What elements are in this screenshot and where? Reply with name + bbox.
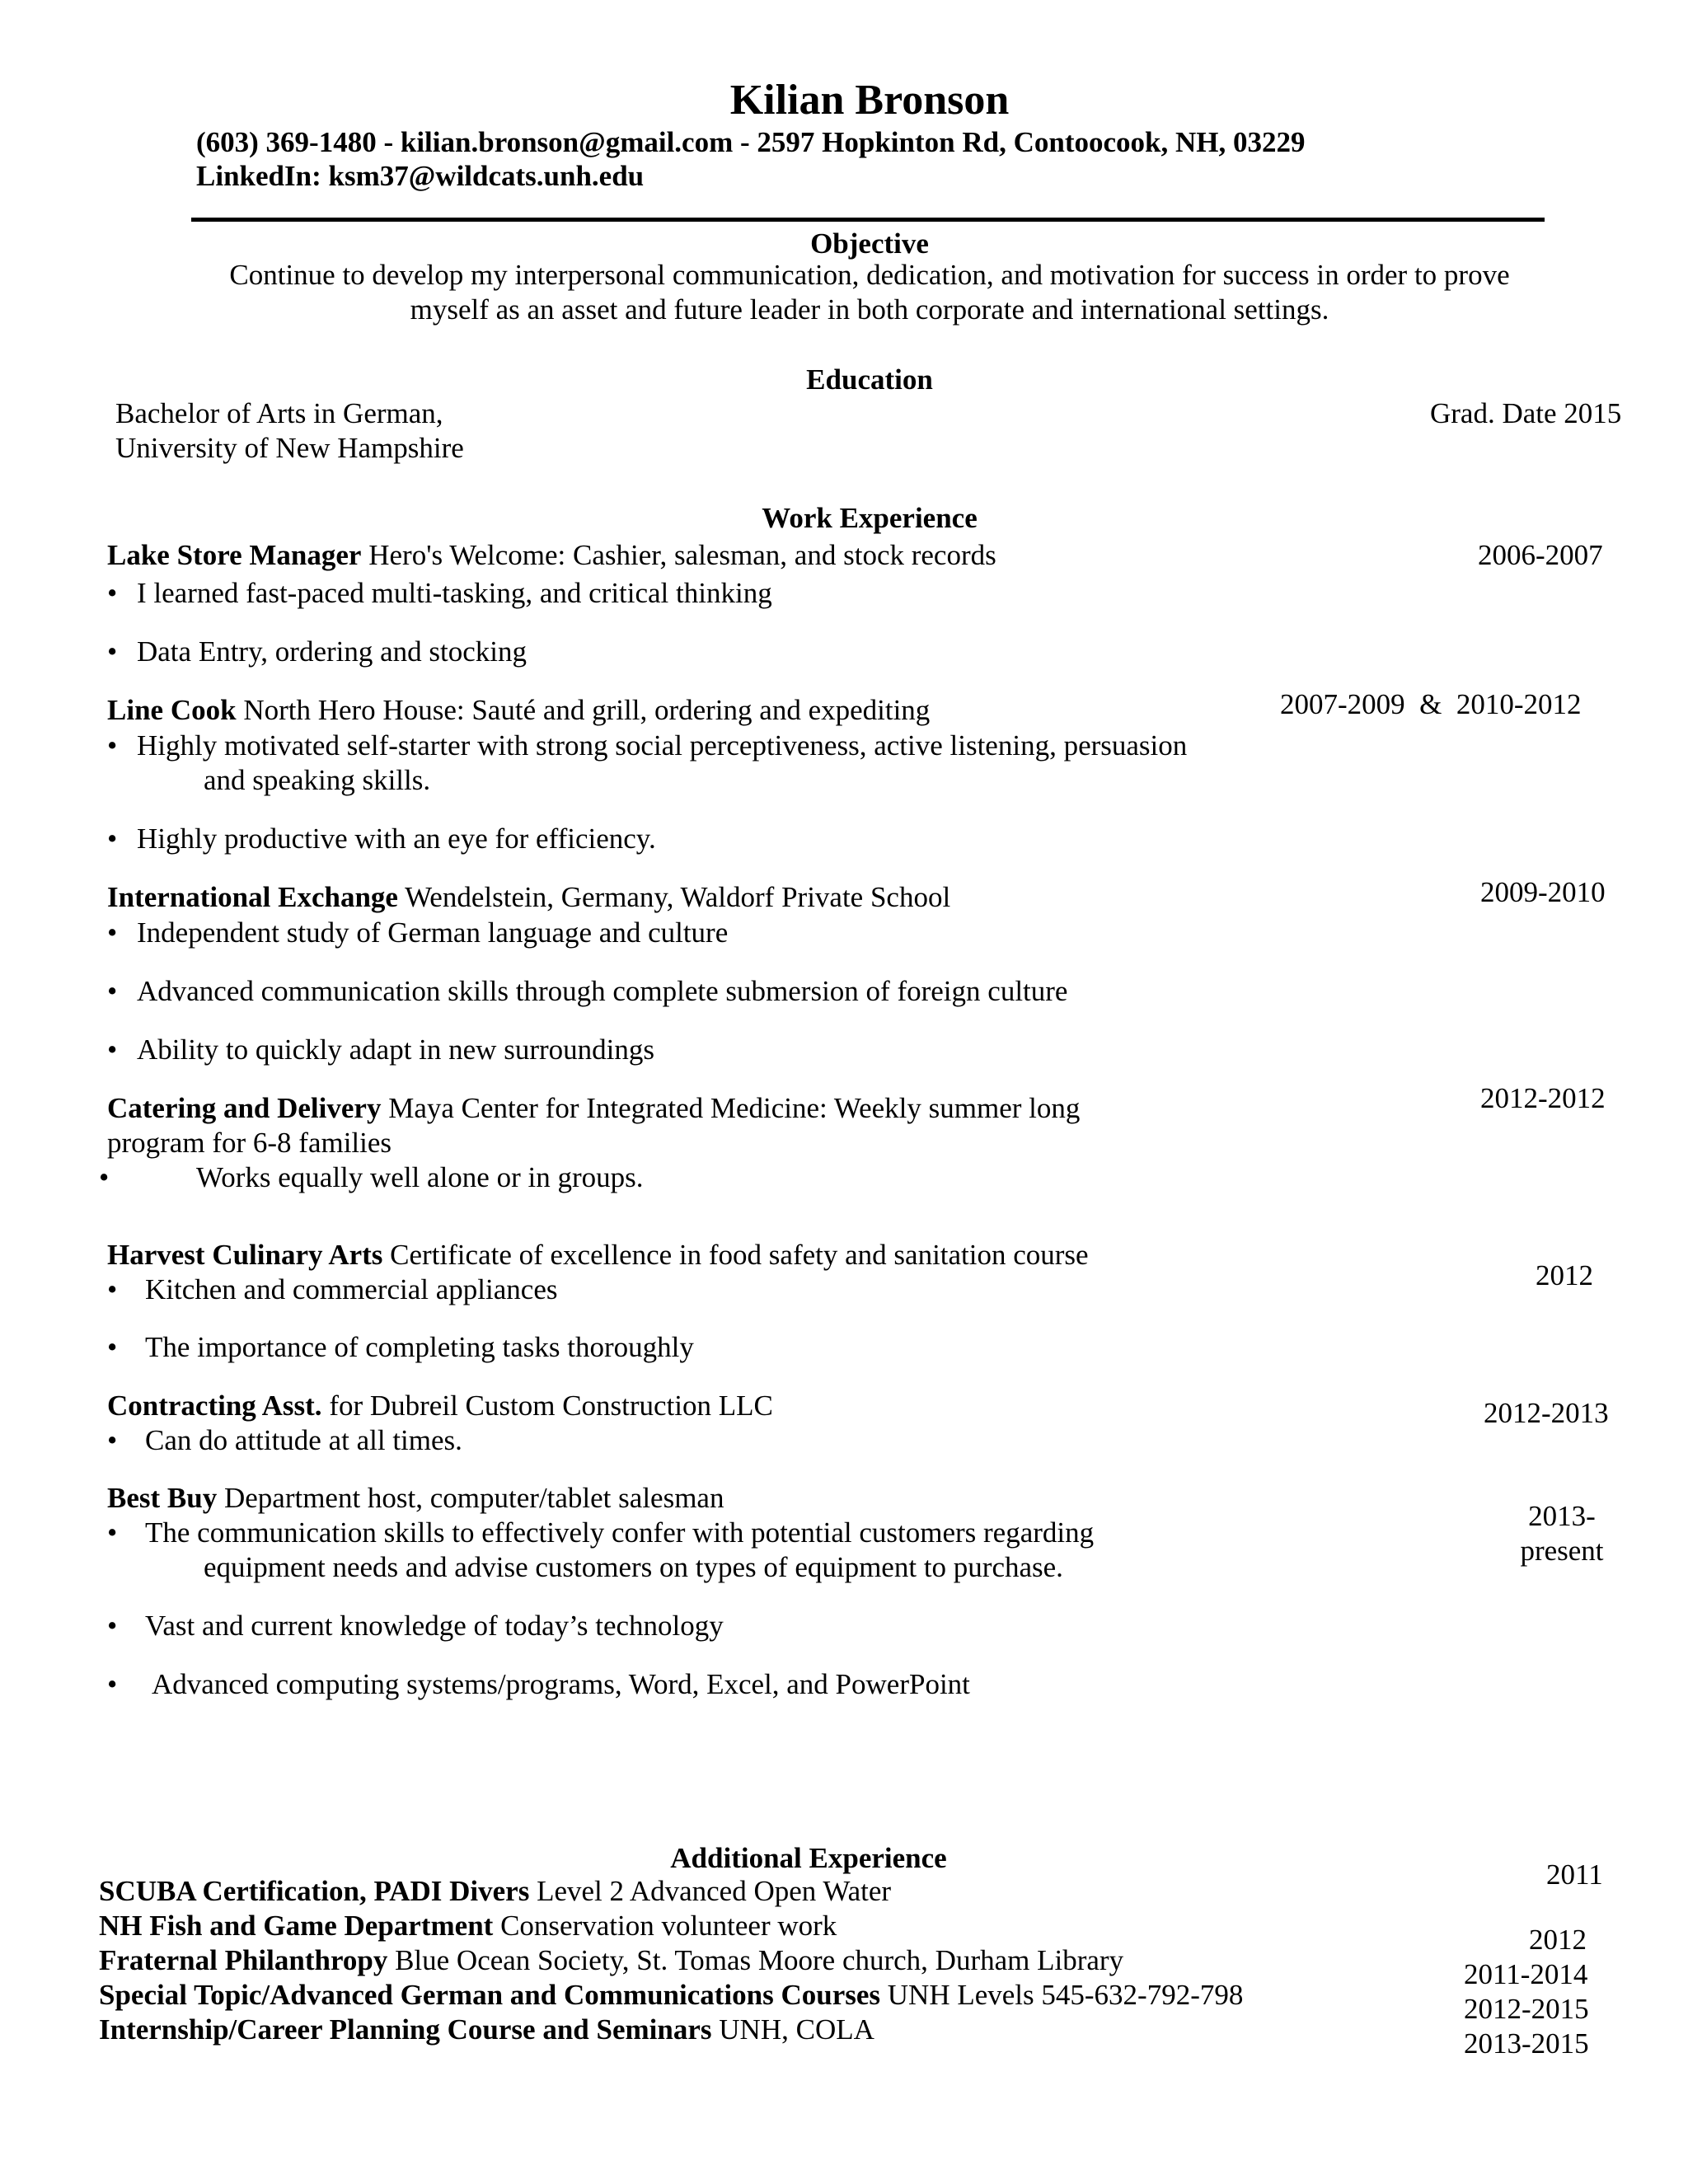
list-item: • The importance of completing tasks thoroughly — [107, 1331, 694, 1363]
education-date: Grad. Date 2015 — [1430, 397, 1622, 429]
additional-title: Fraternal Philanthropy — [99, 1944, 388, 1976]
bullet: • — [107, 916, 118, 949]
job-title: International Exchange — [107, 881, 398, 913]
resume-name: Kilian Bronson — [729, 77, 1010, 124]
job-international-exchange — [107, 880, 950, 915]
job-title: Lake Store Manager — [107, 539, 362, 571]
additional-description: Blue Ocean Society, St. Tomas Moore church, Durham Library — [387, 1944, 1124, 1976]
education-heading: Education — [806, 363, 933, 396]
job-description: Certificate of excellence in food safety and sanitation course — [382, 1239, 1089, 1271]
job-description: Wendelstein, Germany, Waldorf Private School — [397, 881, 951, 913]
additional-description: Conservation volunteer work — [493, 1910, 837, 1942]
job-harvest-culinary-arts — [107, 1238, 1089, 1272]
bullet: • — [99, 1161, 110, 1193]
job-date: 2006-2007 — [1478, 539, 1603, 571]
bullet: • — [107, 975, 118, 1007]
additional-date: 2013-2015 — [1464, 2027, 1589, 2060]
additional-title: Internship/Career Planning Course and Seminars — [99, 2013, 712, 2046]
list-item: • Can do attitude at all times. — [107, 1424, 462, 1456]
bullet: • — [107, 1033, 118, 1066]
bullet: • — [107, 729, 118, 762]
list-item: • Data Entry, ordering and stocking — [107, 635, 528, 668]
list-item-continuation: and speaking skills. — [204, 764, 431, 796]
additional-description: Level 2 Advanced Open Water — [529, 1875, 892, 1907]
additional-date: 2012-2015 — [1464, 1993, 1589, 2025]
job-title: Catering and Delivery — [107, 1092, 382, 1124]
list-item: • Works equally well alone or in groups. — [99, 1161, 644, 1193]
additional-item — [99, 1943, 1123, 1978]
list-item-continuation: equipment needs and advise customers on types of equipment to purchase. — [204, 1551, 1063, 1583]
job-description: for Dubreil Custom Construction LLC — [321, 1390, 773, 1422]
job-description-continuation: program for 6-8 families — [107, 1127, 392, 1159]
list-item: • The communication skills to effectively confer with potential customers regarding — [107, 1516, 1095, 1549]
additional-date: 2011 — [1546, 1858, 1603, 1891]
additional-date: 2012 — [1529, 1924, 1587, 1956]
list-item: • Vast and current knowledge of today’s technology — [107, 1610, 724, 1642]
job-title: Harvest Culinary Arts — [107, 1239, 383, 1271]
additional-title: SCUBA Certification, PADI Divers — [99, 1875, 530, 1907]
job-title: Contracting Asst. — [107, 1390, 322, 1422]
bullet: • — [107, 1424, 118, 1456]
additional-item — [99, 2013, 874, 2047]
additional-item — [99, 1909, 837, 1943]
list-item: • Highly productive with an eye for efficiency. — [107, 823, 656, 855]
bullet: • — [107, 823, 118, 855]
job-date-continuation: present — [1520, 1535, 1604, 1567]
list-item: • Independent study of German language and culture — [107, 916, 729, 949]
bullet: • — [107, 1273, 118, 1305]
job-description: Maya Center for Integrated Medicine: Weekly summer long — [381, 1092, 1081, 1124]
list-item: • Highly motivated self-starter with strong social perceptiveness, active listening, persuasion — [107, 729, 1188, 762]
job-date: 2012-2013 — [1484, 1397, 1609, 1429]
list-item: • Ability to quickly adapt in new surroundings — [107, 1033, 654, 1066]
job-date: 2012-2012 — [1480, 1082, 1606, 1114]
objective-line-2: myself as an asset and future leader in both corporate and international settings. — [410, 293, 1329, 326]
bullet: • — [107, 1331, 118, 1363]
job-description: Department host, computer/tablet salesman — [217, 1482, 724, 1514]
job-description: Hero's Welcome: Cashier, salesman, and stock records — [361, 539, 996, 571]
job-title: Best Buy — [107, 1482, 218, 1514]
additional-title: NH Fish and Game Department — [99, 1910, 494, 1942]
job-title: Line Cook — [107, 694, 237, 726]
objective-line-1: Continue to develop my interpersonal communication, dedication, and motivation for success in order to prove — [229, 259, 1510, 291]
bullet: • — [107, 1668, 118, 1700]
bullet: • — [107, 635, 118, 668]
header-divider — [191, 218, 1545, 222]
contact-line: (603) 369-1480 - kilian.bronson@gmail.com - 2597 Hopkinton Rd, Contoocook, NH, 03229 — [196, 126, 1306, 158]
list-item: • Advanced communication skills through complete submersion of foreign culture — [107, 975, 1068, 1007]
education-school: University of New Hampshire — [115, 432, 464, 464]
additional-date: 2011-2014 — [1464, 1958, 1588, 1990]
job-best-buy — [107, 1481, 724, 1516]
job-date: 2007-2009 & 2010-2012 — [1280, 688, 1582, 720]
linkedin-line: LinkedIn: ksm37@wildcats.unh.edu — [196, 160, 645, 192]
additional-heading: Additional Experience — [670, 1842, 947, 1874]
additional-title: Special Topic/Advanced German and Communications Courses — [99, 1979, 881, 2011]
additional-item — [99, 1978, 1243, 2013]
list-item: • Kitchen and commercial appliances — [107, 1273, 558, 1305]
job-date: 2012 — [1536, 1259, 1593, 1291]
job-description: North Hero House: Sauté and grill, ordering and expediting — [236, 694, 931, 726]
objective-heading: Objective — [810, 227, 929, 260]
work-heading: Work Experience — [762, 502, 978, 534]
job-lake-store-manager — [107, 538, 996, 573]
list-item: • Advanced computing systems/programs, Word, Excel, and PowerPoint — [107, 1668, 970, 1700]
list-item: • I learned fast-paced multi-tasking, and critical thinking — [107, 577, 772, 609]
job-catering-delivery — [107, 1091, 1080, 1126]
job-contracting-asst — [107, 1389, 773, 1423]
job-date: 2009-2010 — [1480, 876, 1606, 908]
bullet: • — [107, 577, 118, 609]
bullet: • — [107, 1516, 118, 1549]
additional-description: UNH, COLA — [711, 2013, 874, 2046]
additional-item — [99, 1874, 891, 1909]
job-line-cook — [107, 693, 930, 728]
additional-description: UNH Levels 545-632-792-798 — [880, 1979, 1244, 2011]
bullet: • — [107, 1610, 118, 1642]
education-degree: Bachelor of Arts in German, — [115, 397, 443, 429]
job-date: 2013- — [1528, 1500, 1596, 1532]
